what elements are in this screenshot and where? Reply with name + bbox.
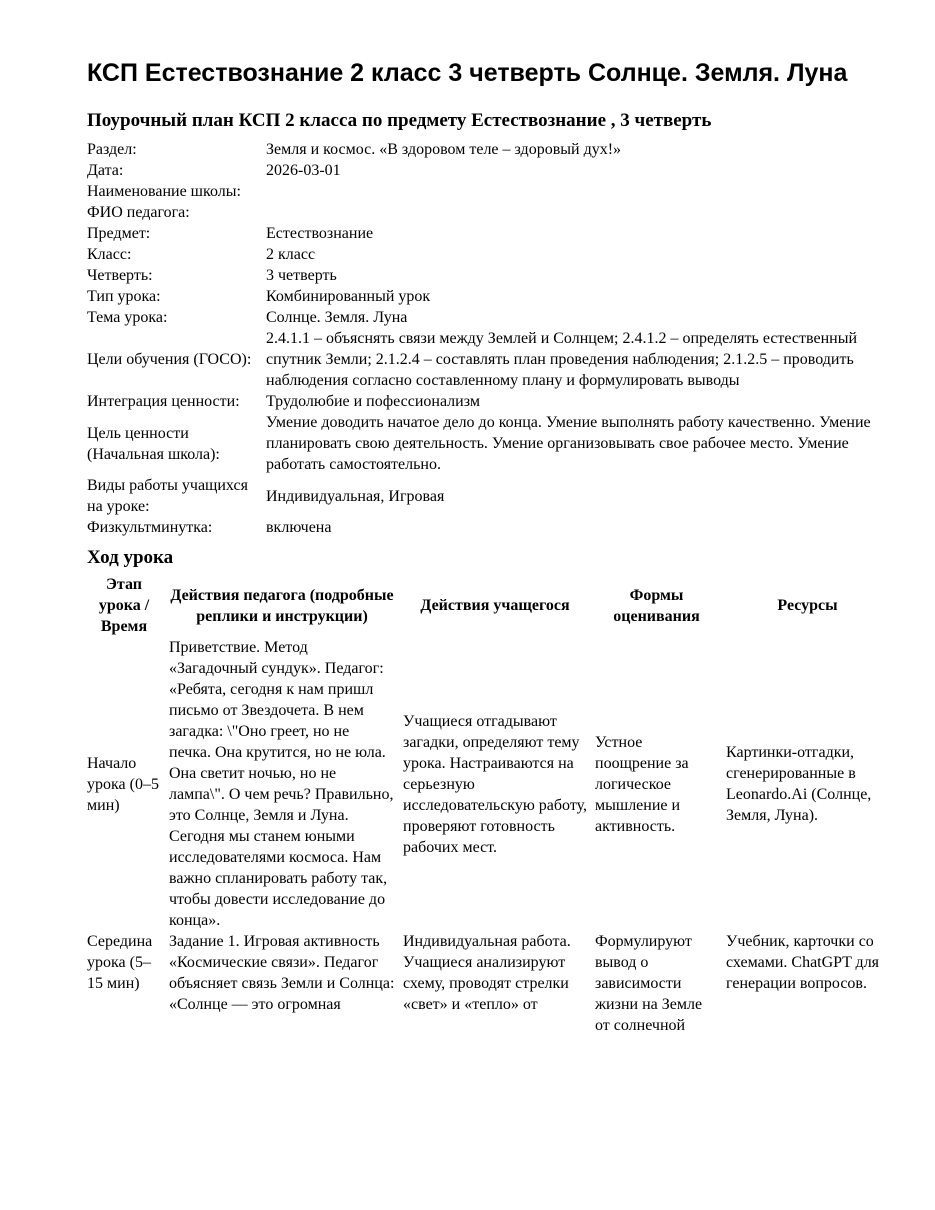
info-row-school bbox=[87, 181, 887, 202]
info-row-exercise-break bbox=[87, 517, 887, 538]
table-cell-assessment: Формулируют вывод о зависимости жизни на Земле от солнечной bbox=[595, 933, 703, 1034]
info-label: Цели обучения (ГОСО): bbox=[87, 351, 252, 368]
info-label: Физкультминутка: bbox=[87, 519, 213, 536]
table-row bbox=[83, 931, 893, 1036]
info-row-value-integration bbox=[87, 391, 887, 412]
info-value: Земля и космос. «В здоровом теле – здоровый дух!» bbox=[266, 141, 622, 158]
table-row bbox=[83, 637, 893, 931]
table-cell-assessment: Устное поощрение за логическое мышление и активность. bbox=[595, 733, 689, 835]
table-cell-teacher-actions: Приветствие. Метод «Загадочный сундук». Педагог: «Ребята, сегодня к нам пришл письмо от Звездочета. В нем загадка: \"Оно греет, но не печка. Она крутится, но не юла. Она светит ночью, но не лампа\". О чем речь? Правильно, это Солнце, Земля и Луна. Сегодня мы станем юными исследователями космоса. Нам важно спланировать работу так, чтобы довести исследование до конца». bbox=[169, 639, 394, 929]
table-header-row bbox=[83, 574, 893, 637]
info-value: 2.4.1.1 – объяснять связи между Землей и Солнцем; 2.4.1.2 – определять естественный спутник Земли; 2.1.2.4 – составлять план проведения наблюдения; 2.1.2.5 – проводить наблюдения согласно составленному плану и формулировать выводы bbox=[266, 330, 858, 389]
info-value: Комбинированный урок bbox=[266, 288, 431, 305]
info-value: 2026-03-01 bbox=[266, 162, 341, 179]
document-title: КСП Естествознание 2 класс 3 четверть Солнце. Земля. Луна bbox=[87, 59, 848, 87]
info-label: Дата: bbox=[87, 162, 124, 179]
table-cell-student-actions: Учащиеся отгадывают загадки, определяют тему урока. Настраиваются на серьезную исследовательскую работу, проверяют готовность рабочих мест. bbox=[403, 712, 587, 856]
info-label: Тема урока: bbox=[87, 309, 168, 326]
info-value: Трудолюбие и пофессионализм bbox=[266, 393, 480, 410]
info-label: Интеграция ценности: bbox=[87, 393, 240, 410]
info-row-date bbox=[87, 160, 887, 181]
info-value: Солнце. Земля. Луна bbox=[266, 309, 408, 326]
info-label: ФИО педагога: bbox=[87, 204, 190, 221]
info-value bbox=[266, 181, 887, 202]
column-header-teacher-actions: Действия педагога (подробные реплики и инструкции) bbox=[170, 586, 394, 625]
table-cell-stage: Середина урока (5–15 мин) bbox=[87, 933, 153, 992]
info-value: Индивидуальная, Игровая bbox=[266, 487, 445, 505]
info-value: Естествознание bbox=[266, 225, 374, 242]
info-label: Предмет: bbox=[87, 225, 151, 242]
table-cell-resources: Картинки-отгадки, сгенерированные в Leonardo.Ai (Солнце, Земля, Луна). bbox=[726, 744, 872, 824]
lesson-flow-heading: Ход урока bbox=[87, 547, 174, 568]
column-header-student-actions: Действия учащегося bbox=[420, 597, 570, 614]
info-label: Четверть: bbox=[87, 267, 153, 284]
column-header-stage: Этап урока / Время bbox=[98, 576, 150, 635]
info-value bbox=[266, 202, 887, 223]
info-row-teacher bbox=[87, 202, 887, 223]
column-header-assessment: Формы оценивания bbox=[613, 586, 700, 625]
info-value: 3 четверть bbox=[266, 267, 337, 284]
info-row-subject bbox=[87, 223, 887, 244]
table-cell-stage: Начало урока (0–5 мин) bbox=[87, 754, 159, 814]
column-header-resources: Ресурсы bbox=[777, 597, 838, 614]
info-row-value-goal bbox=[87, 412, 887, 475]
info-value: Умение доводить начатое дело до конца. Умение выполнять работу качественно. Умение планировать свою деятельность. Умение организовывать свое рабочее место. Умение работать самостоятельно. bbox=[266, 414, 871, 473]
info-label: Раздел: bbox=[87, 141, 137, 158]
info-value: включена bbox=[266, 519, 332, 536]
info-row-section bbox=[87, 139, 887, 160]
info-label: Виды работы учащихся на уроке: bbox=[87, 477, 248, 515]
document-subtitle: Поурочный план КСП 2 класса по предмету Естествознание , 3 четверть bbox=[87, 110, 712, 131]
lesson-info-table bbox=[87, 139, 887, 538]
info-label: Наименование школы: bbox=[87, 183, 241, 200]
table-cell-teacher-actions: Задание 1. Игровая активность «Космические связи». Педагог объясняет связь Земли и Солнца: «Солнце — это огромная bbox=[169, 933, 395, 1013]
info-label: Класс: bbox=[87, 246, 132, 263]
lesson-flow-table bbox=[83, 574, 893, 1036]
info-row-work-types bbox=[87, 475, 887, 517]
info-row-lesson-type bbox=[87, 286, 887, 307]
info-row-class bbox=[87, 244, 887, 265]
document-page bbox=[87, 58, 887, 1036]
info-row-quarter bbox=[87, 265, 887, 286]
table-cell-student-actions: Индивидуальная работа. Учащиеся анализируют схему, проводят стрелки «свет» и «тепло» от bbox=[403, 933, 571, 1013]
info-label: Тип урока: bbox=[87, 288, 161, 305]
info-row-topic bbox=[87, 307, 887, 328]
info-value: 2 класс bbox=[266, 246, 316, 263]
info-row-goals bbox=[87, 328, 887, 391]
info-label: Цель ценности (Начальная школа): bbox=[87, 424, 220, 463]
table-cell-resources: Учебник, карточки со схемами. ChatGPT для генерации вопросов. bbox=[726, 933, 880, 992]
